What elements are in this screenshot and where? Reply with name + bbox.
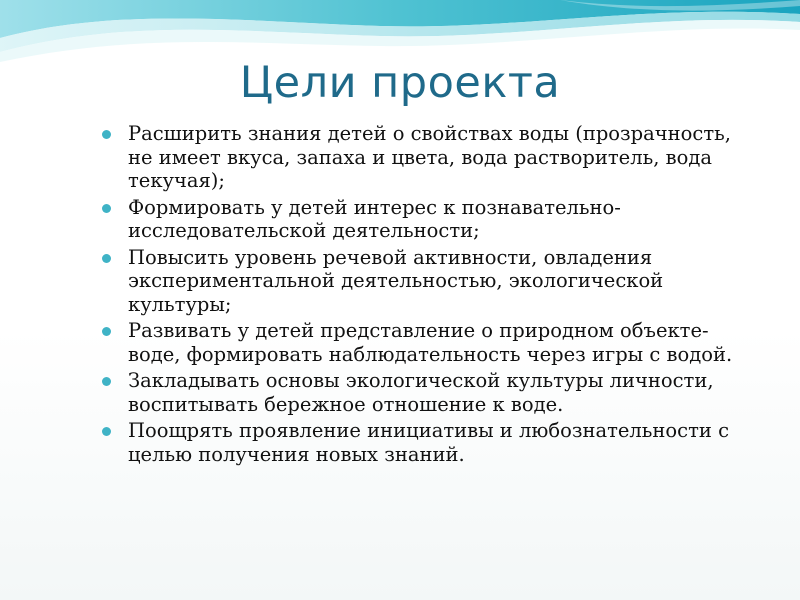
page-title: Цели проекта: [239, 58, 561, 108]
list-item: [100, 196, 750, 243]
list-item: [100, 419, 750, 466]
bullet-dot-icon: [102, 204, 111, 213]
bullet-dot-icon: [102, 327, 111, 336]
goals-list: [100, 122, 750, 469]
list-item: [100, 122, 750, 193]
goal-text: Развивать у детей представление о природном объекте- воде, формировать наблюдательность через игры с водой.: [128, 319, 733, 366]
goal-text: Формировать у детей интерес к познавательно-исследовательской деятельности;: [128, 195, 621, 242]
goal-text: Расширить знания детей о свойствах воды (прозрачность, не имеет вкуса, запаха и цвета, вода растворитель, вода текучая);: [128, 122, 731, 192]
goal-text: Повысить уровень речевой активности, овладения экспериментальной деятельностью, экологической культуры;: [128, 245, 664, 316]
bullet-dot-icon: [102, 377, 111, 386]
goal-text: Закладывать основы экологической культуры личности, воспитывать бережное отношение к воде.: [128, 369, 714, 416]
list-item: [100, 319, 750, 366]
goal-text: Поощрять проявление инициативы и любознательности с целью получения новых знаний.: [128, 419, 729, 466]
bullet-dot-icon: [102, 130, 111, 139]
list-item: [100, 369, 750, 416]
bullet-dot-icon: [102, 427, 111, 436]
bullet-dot-icon: [102, 254, 111, 263]
list-item: [100, 246, 750, 317]
